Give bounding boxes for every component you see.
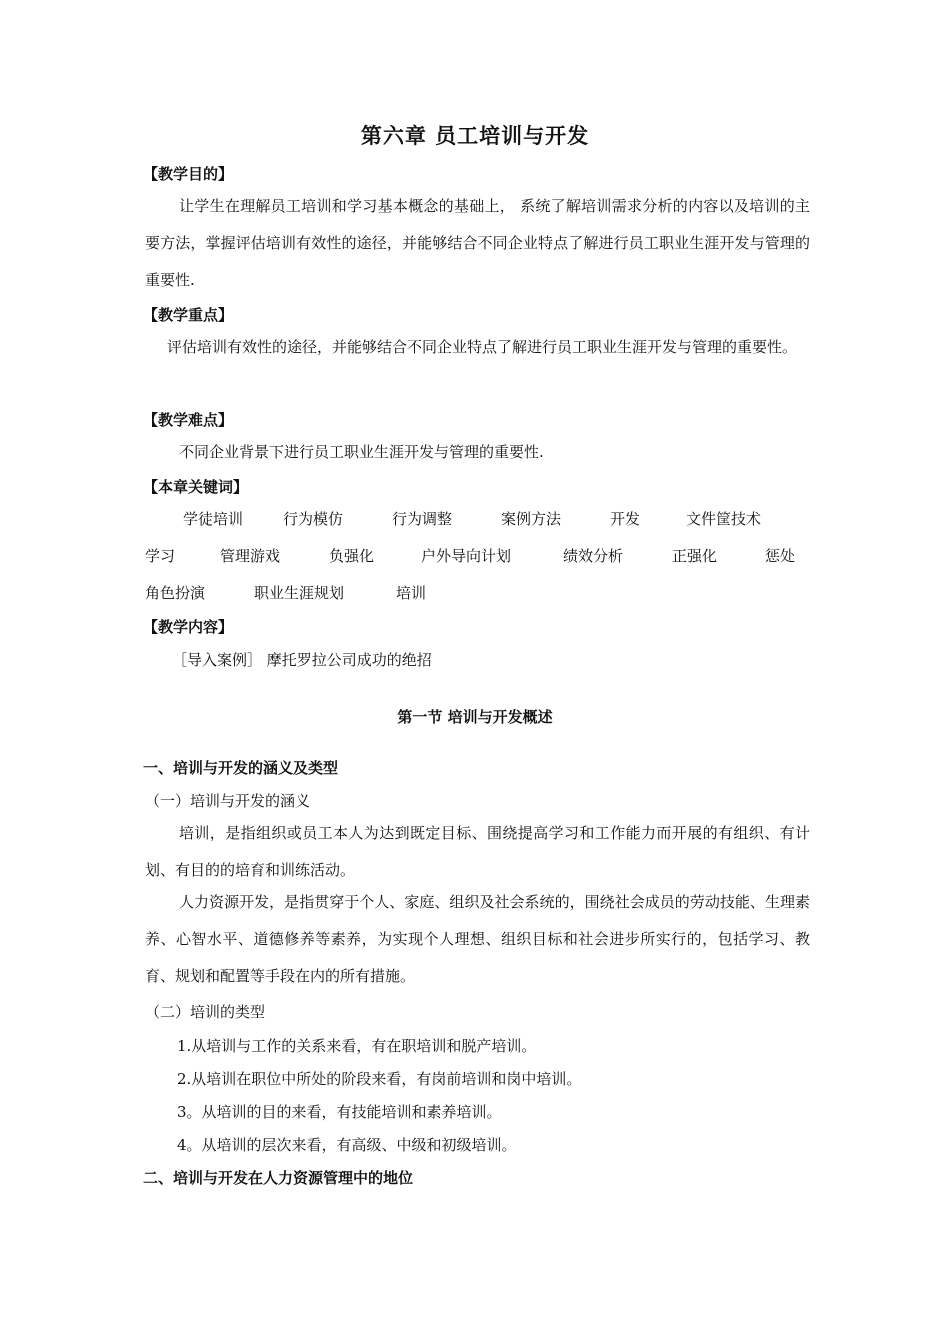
objective-text: 让学生在理解员工培训和学习基本概念的基础上， 系统了解培训需求分析的内容以及培训的主要方法，掌握评估培训有效性的途径，并能够结合不同企业特点了解进行员工职业生涯开发与管理的重要性. — [145, 197, 810, 289]
keyword: 案例方法 — [501, 510, 562, 528]
hrd-definition: 人力资源开发，是指贯穿于个人、家庭、组织及社会系统的，围绕社会成员的劳动技能、生理素养、心智水平、道德修养等素养，为实现个人理想、组织目标和社会进步所实行的，包括学习、教育、规划和配置等手段在内的所有措施。 — [145, 893, 810, 985]
difficulty-heading: 【教学难点】 — [143, 411, 234, 429]
keyword: 学习 — [145, 547, 176, 565]
training-type-item: 2.从培训在职位中所处的阶段来看，有岗前培训和岗中培训。 — [177, 1070, 582, 1088]
keyword: 管理游戏 — [220, 547, 281, 565]
difficulty-text: 不同企业背景下进行员工职业生涯开发与管理的重要性. — [179, 443, 544, 461]
keyword: 职业生涯规划 — [254, 584, 345, 602]
content-heading: 【教学内容】 — [143, 618, 234, 636]
section-title: 第一节 培训与开发概述 — [397, 708, 553, 726]
keyword: 培训 — [396, 584, 427, 602]
part1-heading: 一、培训与开发的涵义及类型 — [143, 759, 339, 777]
training-type-item: 1.从培训与工作的关系来看，有在职培训和脱产培训。 — [177, 1037, 537, 1055]
keyword: 负强化 — [329, 547, 375, 565]
intro-case: ［导入案例］ 摩托罗拉公司成功的绝招 — [172, 651, 432, 669]
chapter-title: 第六章 员工培训与开发 — [360, 124, 590, 148]
keyword: 户外导向计划 — [421, 547, 512, 565]
keyword: 文件筐技术 — [686, 510, 762, 528]
keyword: 角色扮演 — [145, 584, 206, 602]
training-type-item: 3。从培训的目的来看，有技能培训和素养培训。 — [177, 1103, 502, 1121]
focus-heading: 【教学重点】 — [143, 306, 234, 324]
keyword: 绩效分析 — [563, 547, 624, 565]
keyword: 行为模仿 — [283, 510, 344, 528]
keyword: 正强化 — [672, 547, 718, 565]
keyword: 行为调整 — [392, 510, 453, 528]
keywords-heading: 【本章关键词】 — [143, 478, 249, 496]
sub1-heading: （一）培训与开发的涵义 — [145, 792, 311, 810]
keyword: 惩处 — [765, 547, 796, 565]
training-type-item: 4。从培训的层次来看，有高级、中级和初级培训。 — [177, 1136, 517, 1154]
keyword: 开发 — [610, 510, 641, 528]
keyword: 学徒培训 — [183, 510, 244, 528]
objective-heading: 【教学目的】 — [143, 165, 234, 183]
sub2-heading: （二）培训的类型 — [145, 1003, 266, 1021]
focus-text: 评估培训有效性的途径，并能够结合不同企业特点了解进行员工职业生涯开发与管理的重要性。 — [167, 338, 798, 356]
part2-heading: 二、培训与开发在人力资源管理中的地位 — [143, 1169, 414, 1187]
training-definition: 培训，是指组织或员工本人为达到既定目标、围绕提高学习和工作能力而开展的有组织、有计划、有目的的培育和训练活动。 — [145, 824, 810, 879]
